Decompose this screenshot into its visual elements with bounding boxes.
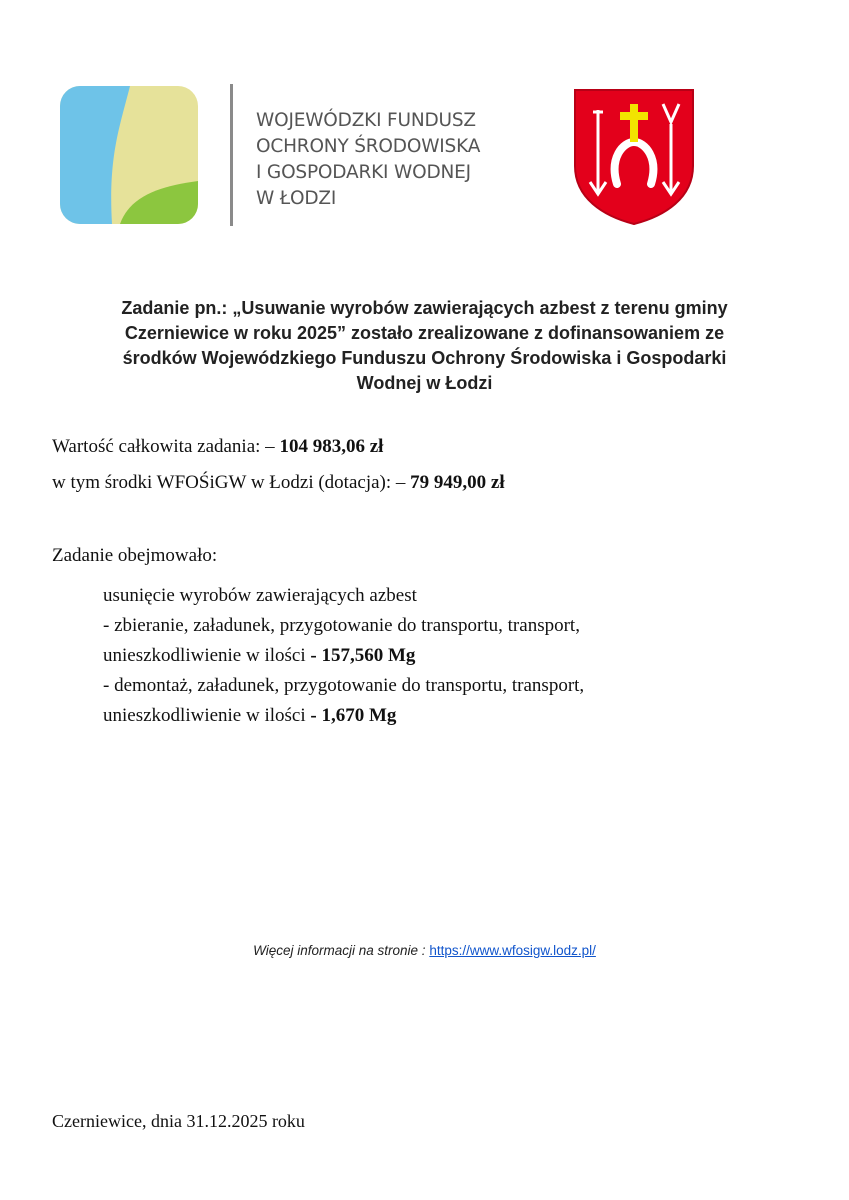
grant-value-line xyxy=(52,472,505,494)
scope-line xyxy=(103,701,584,731)
scope-list xyxy=(103,581,584,731)
logo-line: OCHRONY ŚRODOWISKA xyxy=(256,136,481,157)
heading-line: Zadanie pn.: „Usuwanie wyrobów zawierających azbest z terenu gminy xyxy=(121,298,728,318)
scope-line: - demontaż, załadunek, przygotowanie do transportu, transport, xyxy=(103,675,585,696)
grant-value-amount: 79 949,00 zł xyxy=(410,472,505,493)
more-info-link[interactable]: https://www.wfosigw.lodz.pl/ xyxy=(429,943,596,958)
scope-amount: - 1,670 Mg xyxy=(310,705,397,726)
more-info-label: Więcej informacji na stronie : xyxy=(253,943,430,958)
heading-line: Wodnej w Łodzi xyxy=(356,373,493,393)
scope-line-text: unieszkodliwienie w ilości xyxy=(103,645,311,666)
scope-line-text: unieszkodliwienie w ilości xyxy=(103,705,311,726)
more-info xyxy=(0,943,849,958)
logo-text xyxy=(256,108,480,212)
scope-amount: - 157,560 Mg xyxy=(310,645,416,666)
task-heading xyxy=(60,296,789,396)
logo-line: I GOSPODARKI WODNEJ xyxy=(256,162,471,183)
wfosigw-leaf-icon xyxy=(60,86,198,224)
logo-line: WOJEWÓDZKI FUNDUSZ xyxy=(256,110,476,131)
scope-title: Zadanie obejmowało: xyxy=(52,545,218,566)
logo-line: W ŁODZI xyxy=(256,188,337,209)
scope-line: - zbieranie, załadunek, przygotowanie do transportu, transport, xyxy=(103,615,580,636)
coat-of-arms-icon xyxy=(573,88,695,226)
place-date: Czerniewice, dnia 31.12.2025 roku xyxy=(52,1111,305,1131)
scope-line xyxy=(103,641,584,671)
total-value-amount: 104 983,06 zł xyxy=(279,436,384,457)
scope-line: usunięcie wyrobów zawierających azbest xyxy=(103,585,417,606)
wfosigw-logo xyxy=(60,84,500,230)
total-value-label: Wartość całkowita zadania: – xyxy=(52,436,280,457)
grant-value-label: w tym środki WFOŚiGW w Łodzi (dotacja): – xyxy=(52,472,411,493)
logo-divider xyxy=(230,84,233,226)
heading-line: Czerniewice w roku 2025” zostało zrealizowane z dofinansowaniem ze xyxy=(124,323,725,343)
total-value-line xyxy=(52,436,383,458)
heading-line: środków Wojewódzkiego Funduszu Ochrony Środowiska i Gospodarki xyxy=(122,348,727,368)
